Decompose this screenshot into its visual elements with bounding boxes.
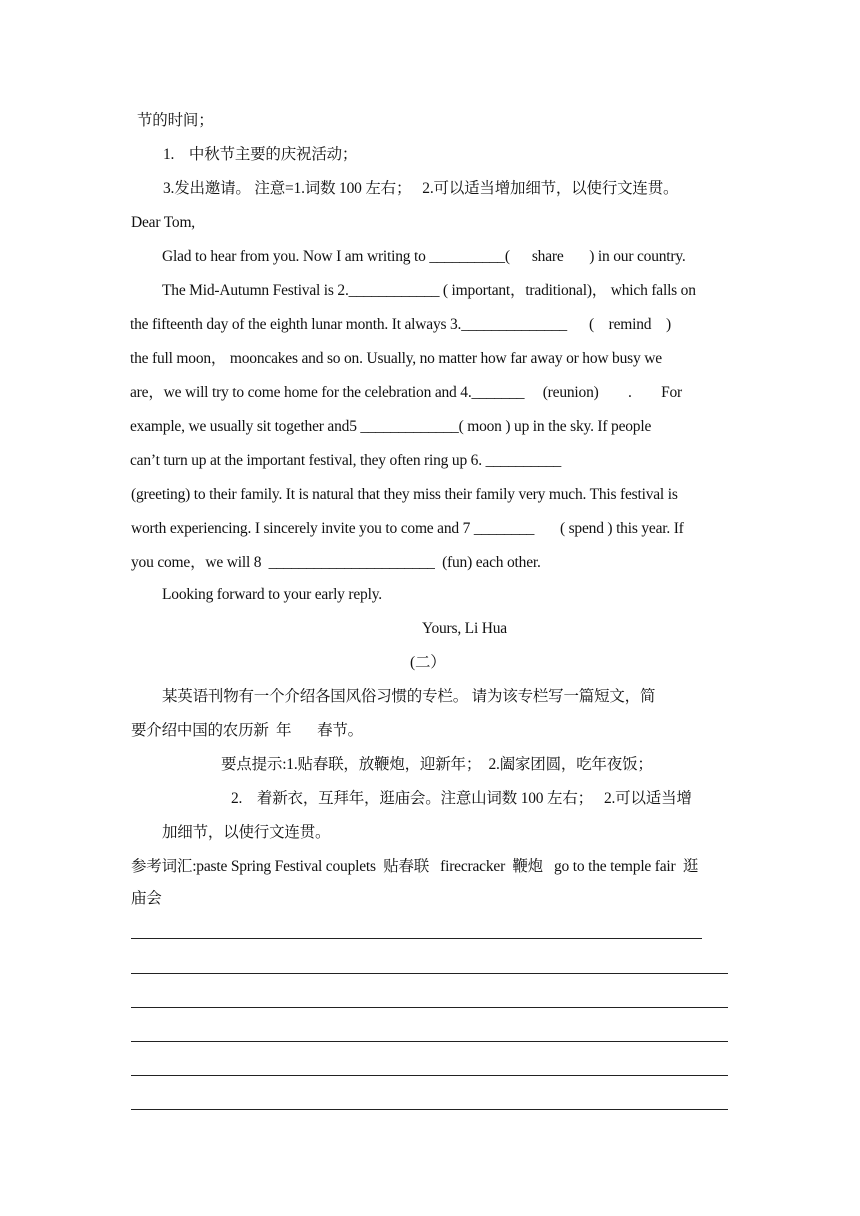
writing-line[interactable]: [131, 1041, 728, 1042]
letter-line: the fifteenth day of the eighth lunar month. It always 3.______________ ( remind ): [130, 316, 672, 333]
writing-line[interactable]: [131, 973, 728, 974]
writing-line[interactable]: [131, 1007, 728, 1008]
vocabulary-line: 庙会: [131, 890, 162, 907]
writing-line[interactable]: [131, 1109, 728, 1110]
letter-line: the full moon， mooncakes and so on. Usually, no matter how far away or how busy we: [130, 350, 662, 367]
hint-line: 要点提示:1.贴春联，放鞭炮，迎新年； 2.阖家团圆，吃年夜饭；: [221, 756, 653, 773]
list-item: 1. 中秋节主要的庆祝活动；: [163, 146, 358, 163]
letter-signature: Yours, Li Hua: [422, 620, 507, 637]
vocabulary-line: 参考词汇:paste Spring Festival couplets 贴春联 firecracker 鞭炮 go to the temple fair 逛: [131, 858, 699, 875]
hint-line: 加细节，以使行文连贯。: [162, 824, 331, 841]
task-paragraph: 某英语刊物有一个介绍各国风俗习惯的专栏。 请为该专栏写一篇短文，简: [162, 688, 656, 705]
letter-line: (greeting) to their family. It is natural that they miss their family very much. This festival is: [131, 486, 678, 503]
letter-line: The Mid-Autumn Festival is 2.____________ ( important，traditional)， which falls on: [162, 282, 696, 299]
letter-line: you come，we will 8 ______________________ (fun) each other.: [131, 554, 541, 571]
task-paragraph: 要介绍中国的农历新 年 春节。: [131, 722, 363, 739]
letter-line: Glad to hear from you. Now I am writing to __________( share ) in our country.: [162, 248, 686, 265]
letter-line: can’t turn up at the important festival, they often ring up 6. __________: [130, 452, 562, 469]
letter-salutation: Dear Tom,: [131, 214, 195, 231]
letter-line: example, we usually sit together and5 _____________( moon ) up in the sky. If people: [130, 418, 652, 435]
section-heading: (二）: [410, 654, 446, 671]
text-line: 节的时间；: [137, 112, 214, 129]
letter-closing: Looking forward to your early reply.: [162, 586, 382, 603]
writing-line[interactable]: [131, 938, 702, 939]
letter-line: are，we will try to come home for the celebration and 4._______ (reunion) . For: [130, 384, 682, 401]
letter-line: worth experiencing. I sincerely invite you to come and 7 ________ ( spend ) this year. If: [131, 520, 684, 537]
writing-line[interactable]: [131, 1075, 728, 1076]
list-item: 3.发出邀请。 注意=1.词数 100 左右； 2.可以适当增加细节，以使行文连贯。: [163, 180, 679, 197]
hint-line: 2. 着新衣，互拜年，逛庙会。注意山词数 100 左右； 2.可以适当增: [231, 790, 692, 807]
